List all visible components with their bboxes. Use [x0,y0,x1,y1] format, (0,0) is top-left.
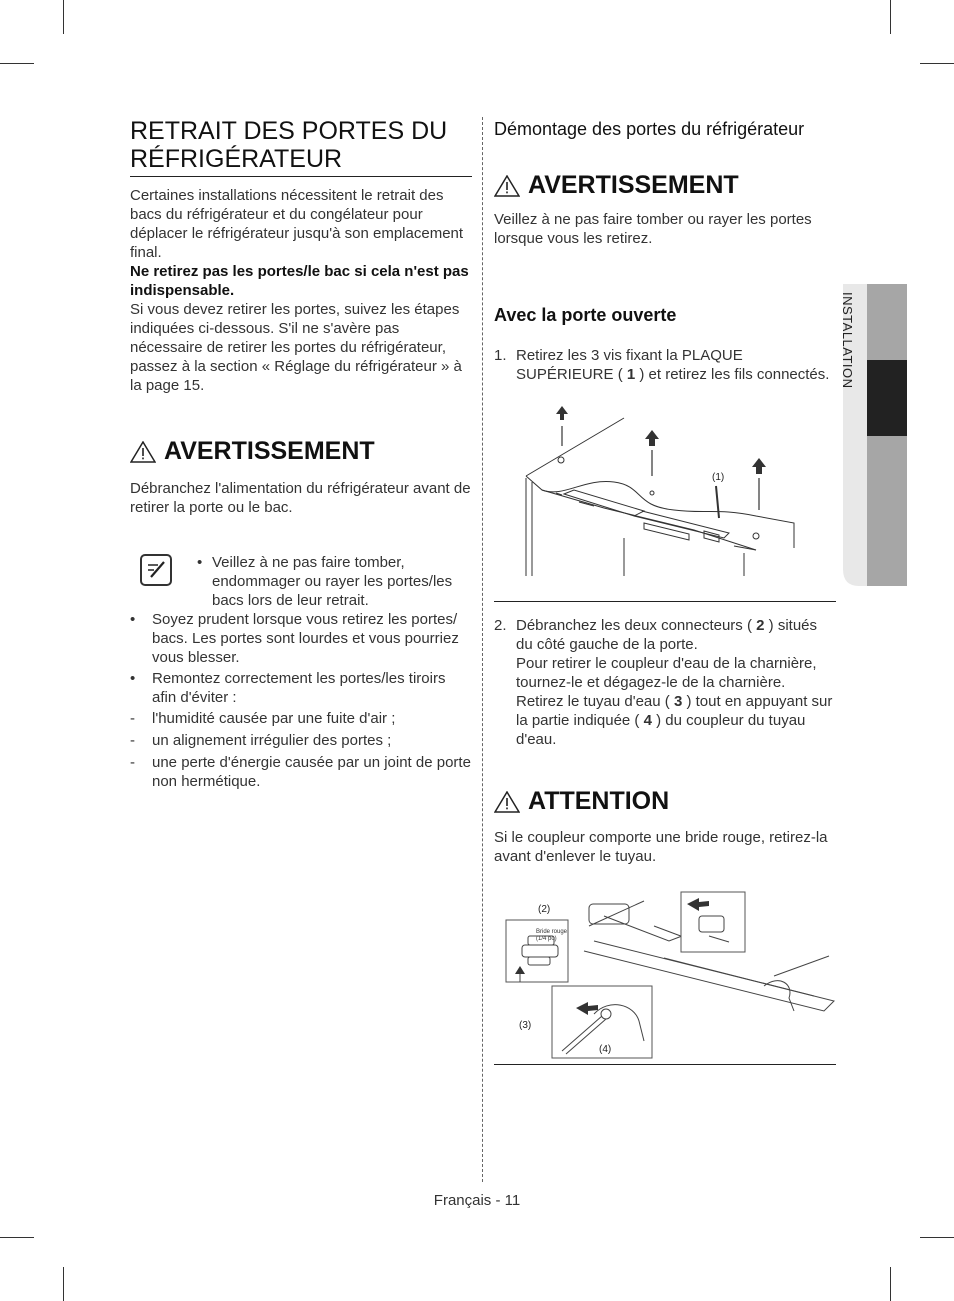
crop-mark [63,0,64,34]
note-block [130,553,472,610]
note-bullet: • Veillez à ne pas faire tomber, endommager ou rayer les portes/les bacs lors de leur retrait. [197,554,453,609]
section-side-tab [840,284,907,586]
svg-text:Bride rouge: Bride rouge [536,929,568,935]
attention-heading [494,787,836,816]
side-tab-label: INSTALLATION [840,292,855,389]
list-item: - l'humidité causée par une fuite d'air ; [130,710,396,727]
warning-text: Veillez à ne pas faire tomber ou rayer les portes lorsque vous les retirez. [494,211,812,247]
warning-icon [130,441,156,463]
intro-bold-text: Ne retirez pas les portes/le bac si cela n'est pas indispensable. [130,263,469,299]
figure-top-plate-drawing [494,398,836,601]
section-heading: Avec la porte ouverte [494,305,677,325]
svg-text:(1): (1) [712,472,725,483]
warning-label: AVERTISSEMENT [528,171,739,199]
left-column [130,117,472,791]
svg-text:(2): (2) [538,904,551,915]
crop-mark [0,63,34,64]
svg-text:(4): (4) [599,1044,612,1055]
warning-text: Débranchez l'alimentation du réfrigérateur avant de retirer la porte ou le bac. [130,480,471,516]
svg-text:(3): (3) [519,1020,532,1031]
figure-coupler [494,886,836,1065]
crop-mark [63,1267,64,1301]
list-item: - une perte d'énergie causée par un joint de porte non hermétique. [130,754,471,790]
warning-icon [494,175,520,197]
svg-text:(1/4 po): (1/4 po) [536,936,557,942]
column-divider [482,117,483,1182]
intro-text: Certaines installations nécessitent le retrait des bacs du réfrigérateur et du congélateur pour déplacer le réfrigérateur jusqu'à son emplacement final. [130,187,464,261]
list-item: • Soyez prudent lorsque vous retirez les portes/ bacs. Les portes sont lourdes et vous pourriez vous blesser. [130,611,459,666]
figure-top-plate [494,398,836,602]
attention-text: Si le coupleur comporte une bride rouge, retirez-la avant d'enlever le tuyau. [494,829,828,865]
page-footer: Français - 11 [433,1192,521,1209]
warning-icon [494,791,520,813]
warning-heading [130,437,472,466]
crop-mark [890,1267,891,1301]
warning-label: AVERTISSEMENT [164,437,375,465]
list-item: • Remontez correctement les portes/les tiroirs afin d'éviter : [130,670,446,706]
crop-mark [0,1237,34,1238]
page-title: RETRAIT DES PORTES DU RÉFRIGÉRATEUR [130,117,472,177]
step-item: 2. Débranchez les deux connecteurs ( 2 ) situés du côté gauche de la porte. Pour retirer le coupleur d'eau de la charnière, tournez-le et dégagez-le de la charnière. Retirez le tuyau d'eau ( 3 ) tout en appuyant sur la partie indiquée ( 4 ) du coupleur du tuyau d'eau. [494,617,833,748]
crop-mark [890,0,891,34]
step-item: 1. Retirez les 3 vis fixant la PLAQUE SUPÉRIEURE ( 1 ) et retirez les fils connectés. [494,347,830,383]
section-subtitle: Démontage des portes du réfrigérateur [494,119,805,139]
intro-text-2: Si vous devez retirer les portes, suivez les étapes indiquées ci-dessous. S'il ne s'avère pas nécessaire de retirer les portes du réfrigérateur, passez à la section « Réglage du réfrigérateur » à la page 15. [130,301,462,394]
crop-mark [920,63,954,64]
note-icon [140,554,172,586]
list-item: - un alignement irrégulier des portes ; [130,732,392,749]
warning-heading [494,171,836,200]
right-column [494,117,836,1065]
attention-label: ATTENTION [528,787,670,815]
figure-coupler-drawing [494,886,836,1064]
crop-mark [920,1237,954,1238]
